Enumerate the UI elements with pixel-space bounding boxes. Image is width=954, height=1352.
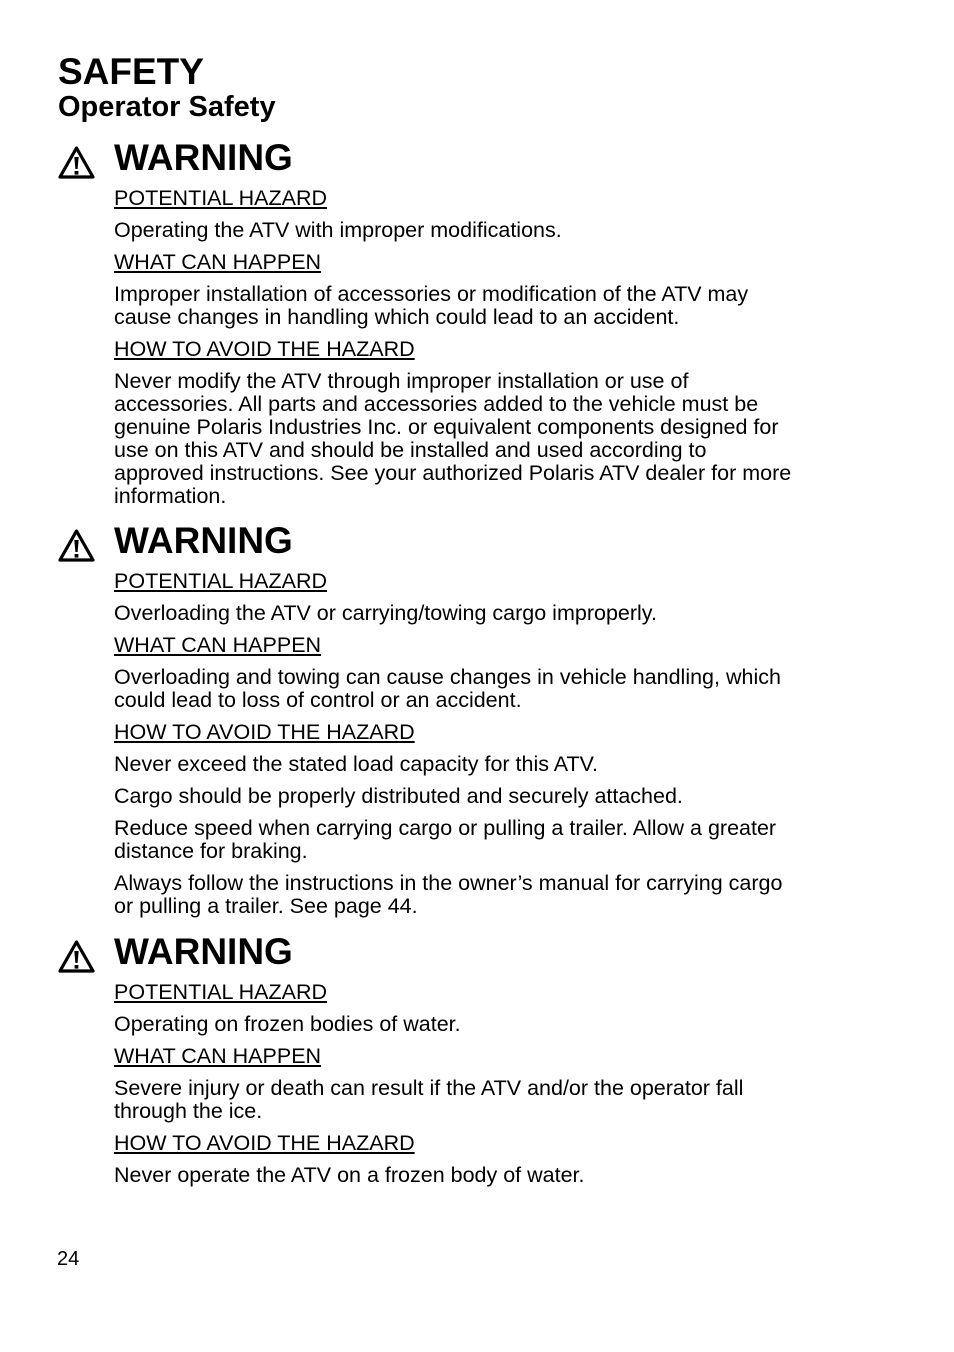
how-to-avoid-label: HOW TO AVOID THE HAZARD xyxy=(114,720,415,744)
warning-title: WARNING xyxy=(114,931,293,972)
potential-hazard-label: POTENTIAL HAZARD xyxy=(114,186,328,210)
warning-title: WARNING xyxy=(114,137,293,178)
potential-hazard-text: Operating on frozen bodies of water. xyxy=(114,1012,461,1036)
how-to-avoid-label: HOW TO AVOID THE HAZARD xyxy=(114,1131,415,1155)
warning-block-frozen-water xyxy=(58,930,798,1196)
warning-block-modifications xyxy=(58,136,798,517)
warning-body xyxy=(58,570,798,918)
warning-header xyxy=(58,519,798,567)
warning-header xyxy=(58,136,798,184)
what-can-happen-text: Improper installation of accessories or modification of the ATV may cause changes in handling which could lead to an accident. xyxy=(114,282,749,329)
potential-hazard-text: Operating the ATV with improper modifications. xyxy=(114,218,562,242)
warning-header xyxy=(58,930,798,978)
how-to-avoid-text: Never modify the ATV through improper installation or use of accessories. All parts and accessories added to the vehicle must be genuine Polaris Industries Inc. or equivalent components designed for use on this ATV and should be installed and used according to approved instructions. See your authorized Polaris ATV dealer for more information. xyxy=(114,369,792,508)
warning-body xyxy=(58,187,798,508)
how-to-avoid-label: HOW TO AVOID THE HAZARD xyxy=(114,337,415,361)
potential-hazard-label: POTENTIAL HAZARD xyxy=(114,569,328,593)
what-can-happen-text: Severe injury or death can result if the ATV and/or the operator fall through the ice. xyxy=(114,1076,744,1123)
warning-triangle-icon xyxy=(58,146,95,179)
how-to-avoid-text: Never exceed the stated load capacity for this ATV. xyxy=(114,752,599,776)
section-title: SAFETY xyxy=(58,51,204,92)
how-to-avoid-text: Reduce speed when carrying cargo or pulling a trailer. Allow a greater distance for braking. xyxy=(114,816,777,863)
potential-hazard-label: POTENTIAL HAZARD xyxy=(114,980,328,1004)
what-can-happen-label: WHAT CAN HAPPEN xyxy=(114,250,322,274)
potential-hazard-text: Overloading the ATV or carrying/towing cargo improperly. xyxy=(114,601,657,625)
how-to-avoid-text: Never operate the ATV on a frozen body of water. xyxy=(114,1163,585,1187)
subsection-title: Operator Safety xyxy=(58,91,276,123)
page-number: 24 xyxy=(57,1248,80,1270)
how-to-avoid-text: Always follow the instructions in the owner’s manual for carrying cargo or pulling a trailer. See page 44. xyxy=(114,871,783,918)
how-to-avoid-text: Cargo should be properly distributed and securely attached. xyxy=(114,784,683,808)
what-can-happen-label: WHAT CAN HAPPEN xyxy=(114,633,322,657)
warning-body xyxy=(58,981,798,1187)
what-can-happen-label: WHAT CAN HAPPEN xyxy=(114,1044,322,1068)
warning-title: WARNING xyxy=(114,520,293,561)
warning-triangle-icon xyxy=(58,940,95,973)
warning-triangle-icon xyxy=(58,529,95,562)
warning-block-overloading xyxy=(58,519,798,927)
what-can-happen-text: Overloading and towing can cause changes in vehicle handling, which could lead to loss of control or an accident. xyxy=(114,665,781,712)
